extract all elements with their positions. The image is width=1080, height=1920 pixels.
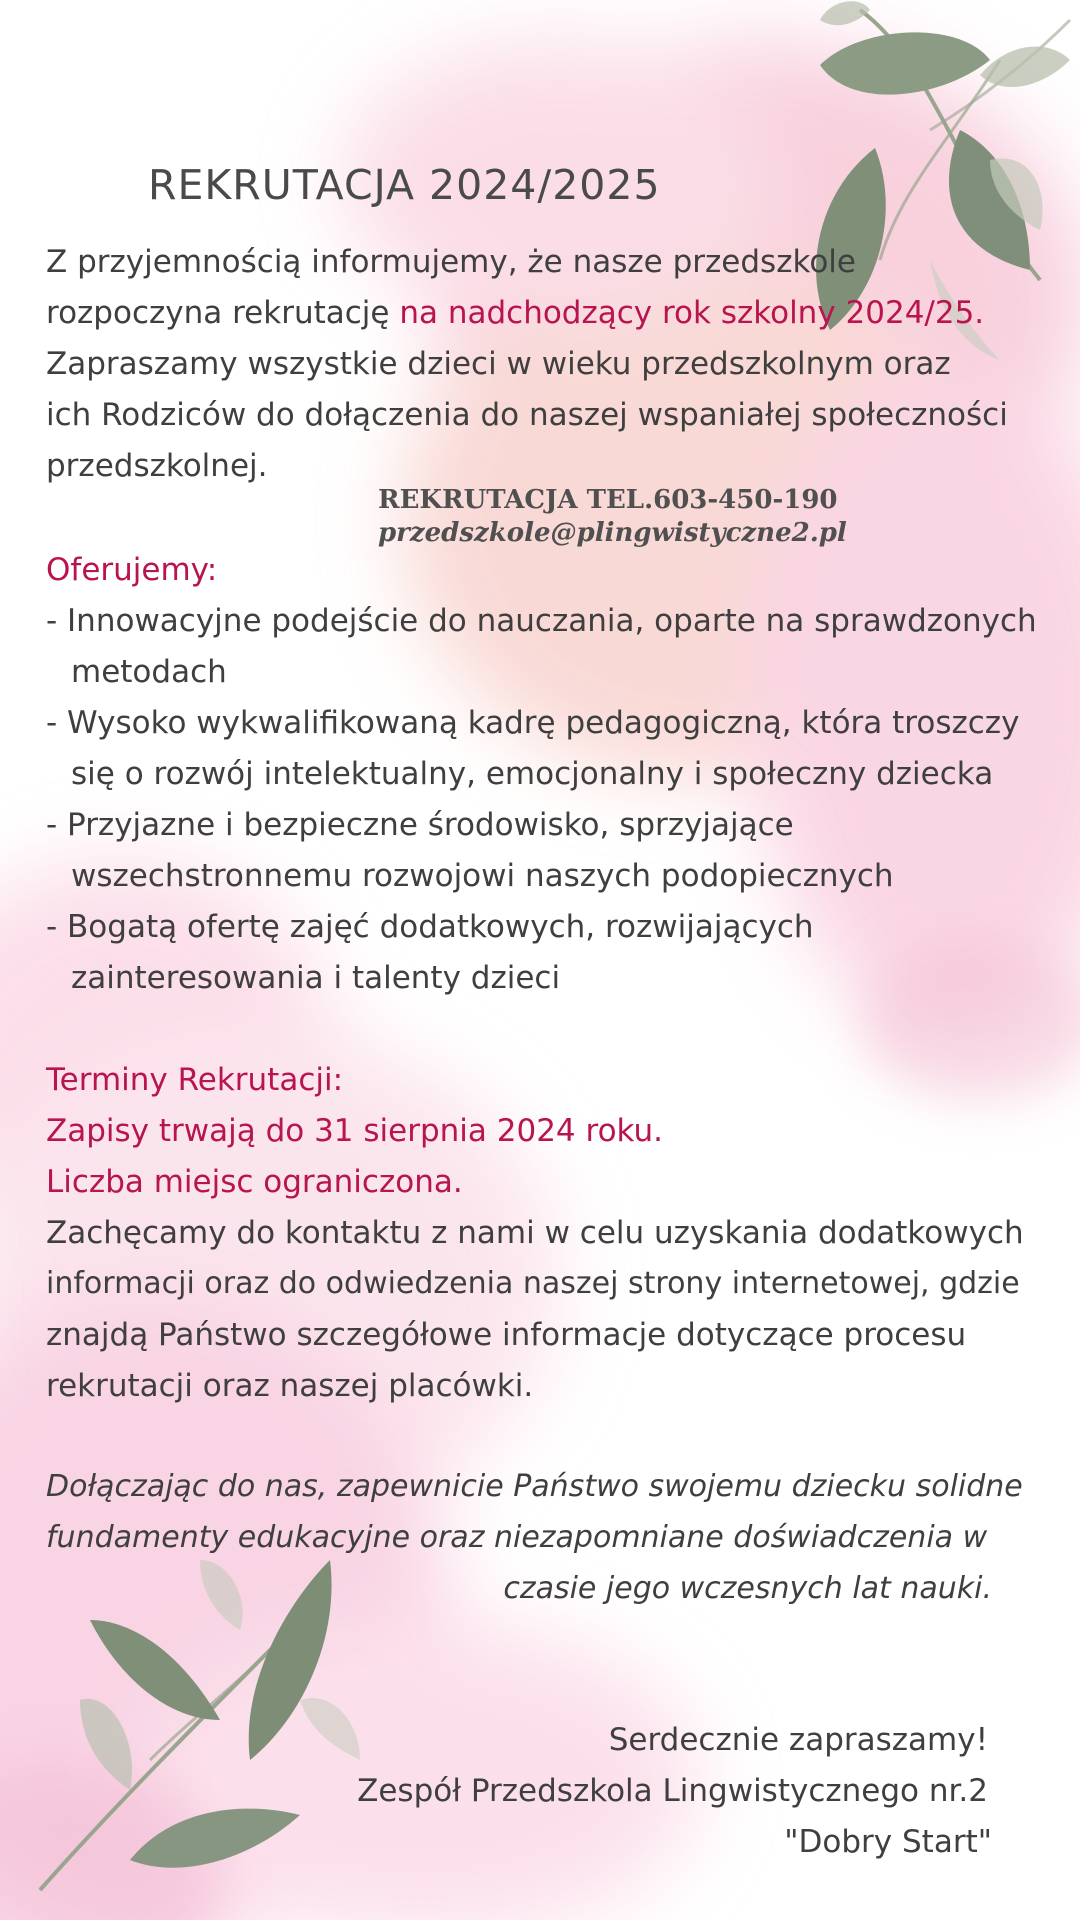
intro-line-5: przedszkolnej. — [46, 448, 268, 484]
page-title: REKRUTACJA 2024/2025 — [148, 161, 661, 209]
terms-heading: Terminy Rekrutacji: — [46, 1062, 344, 1098]
contact-phone[interactable]: REKRUTACJA TEL.603-450-190 — [378, 485, 838, 515]
offer-item-4-line-1: - Bogatą ofertę zajęć dodatkowych, rozwijających — [46, 909, 814, 945]
terms-limited: Liczba miejsc ograniczona. — [46, 1164, 463, 1200]
terms-body-line-1: Zachęcamy do kontaktu z nami w celu uzyskania dodatkowych — [46, 1215, 1024, 1251]
offer-item-1-line-1: - Innowacyjne podejście do nauczania, oparte na sprawdzonych — [46, 603, 1037, 639]
contact-email[interactable]: przedszkole@plingwistyczne2.pl — [378, 518, 847, 548]
terms-body-line-3: znajdą Państwo szczegółowe informacje dotyczące procesu — [46, 1317, 967, 1353]
terms-body-line-2: informacji oraz do odwiedzenia naszej strony internetowej, gdzie — [46, 1266, 1020, 1301]
offer-heading: Oferujemy: — [46, 552, 218, 588]
offer-item-2-line-1: - Wysoko wykwalifikowaną kadrę pedagogiczną, która troszczy — [46, 705, 1020, 741]
terms-body-line-4: rekrutacji oraz naszej placówki. — [46, 1368, 534, 1404]
intro-line-4: ich Rodziców do dołączenia do naszej wspaniałej społeczności — [46, 397, 1008, 433]
intro-line-1: Z przyjemnością informujemy, że nasze przedszkole — [46, 244, 856, 280]
offer-item-3-line-1: - Przyjazne i bezpieczne środowisko, sprzyjające — [46, 807, 794, 843]
offer-item-4-line-2: zainteresowania i talenty dzieci — [71, 960, 561, 996]
closing-line-3: czasie jego wczesnych lat nauki. — [503, 1571, 992, 1606]
signature-greeting: Serdecznie zapraszamy! — [608, 1722, 988, 1758]
terms-deadline: Zapisy trwają do 31 sierpnia 2024 roku. — [46, 1113, 664, 1149]
signature-name: "Dobry Start" — [784, 1824, 992, 1860]
closing-line-2: fundamenty edukacyjne oraz niezapomniane doświadczenia w — [46, 1520, 988, 1555]
school-year-highlight: na nadchodzący rok szkolny 2024/25. — [399, 295, 985, 331]
closing-line-1: Dołączając do nas, zapewnicie Państwo swojemu dziecku solidne — [46, 1469, 1023, 1504]
offer-item-1-line-2: metodach — [71, 654, 227, 690]
intro-line-2-text: rozpoczyna rekrutację — [46, 295, 390, 331]
offer-item-2-line-2: się o rozwój intelektualny, emocjonalny i społeczny dziecka — [71, 756, 994, 792]
intro-line-3: Zapraszamy wszystkie dzieci w wieku przedszkolnym oraz — [46, 346, 951, 382]
offer-item-3-line-2: wszechstronnemu rozwojowi naszych podopiecznych — [71, 858, 894, 894]
intro-line-2 — [46, 293, 984, 333]
signature-team: Zespół Przedszkola Lingwistycznego nr.2 — [357, 1773, 988, 1809]
